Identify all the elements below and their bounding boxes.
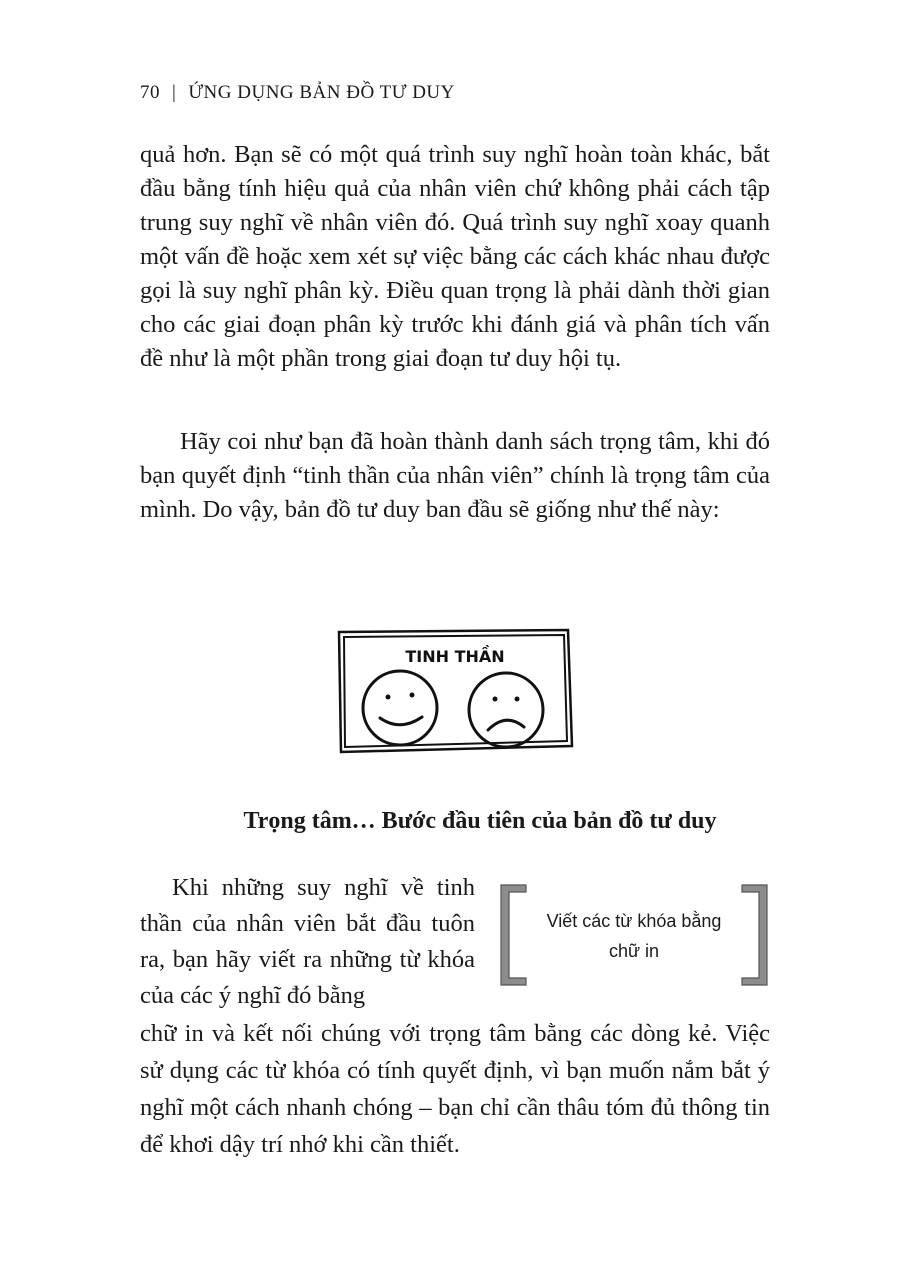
left-bracket-icon bbox=[501, 885, 526, 985]
smiley-face-icon bbox=[363, 671, 437, 745]
paragraph-4: chữ in và kết nối chúng với trọng tâm bằng các dòng kẻ. Việc sử dụng các từ khóa có tính quyết định, vì bạn muốn nắm bắt ý nghĩ một cách nhanh chóng – bạn chỉ cần thâu tóm đủ thông tin để khơi dậy trí nhớ khi cần thiết. bbox=[140, 1020, 770, 1158]
paragraph-3: Khi những suy nghĩ về tinh thần của nhân viên bắt đầu tuôn ra, bạn hãy viết ra những từ khóa của các ý nghĩ đó bằng bbox=[140, 874, 475, 1009]
figure-caption: Trọng tâm… Bước đầu tiên của bản đồ tư duy bbox=[243, 808, 717, 834]
right-bracket-icon bbox=[742, 885, 767, 985]
central-image-label: TINH THẦN bbox=[405, 647, 505, 666]
central-image-sketch bbox=[336, 628, 574, 754]
paragraph-1: quả hơn. Bạn sẽ có một quá trình suy nghĩ hoàn toàn khác, bắt đầu bằng tính hiệu quả của nhân viên chứ không phải cách tập trung suy nghĩ về nhân viên đó. Quá trình suy nghĩ xoay quanh một vấn đề hoặc xem xét sự việc bằng các cách khác nhau được gọi là suy nghĩ phân kỳ. Điều quan trọng là phải dành thời gian cho các giai đoạn phân kỳ trước khi đánh giá và phân tích vấn đề như là một phần trong giai đoạn tư duy hội tụ. bbox=[140, 141, 770, 372]
page-number: 70 bbox=[140, 82, 160, 103]
central-image-drawing bbox=[336, 628, 574, 754]
tip-text-line-2: chữ in bbox=[608, 941, 660, 961]
paragraph-2: Hãy coi như bạn đã hoàn thành danh sách trọng tâm, khi đó bạn quyết định “tinh thần của nhân viên” chính là trọng tâm của mình. Do vậy, bản đồ tư duy ban đầu sẽ giống như thế này: bbox=[140, 428, 770, 523]
header-separator: | bbox=[172, 82, 177, 103]
tip-text-line-1: Viết các từ khóa bằng bbox=[546, 911, 722, 931]
running-header bbox=[140, 82, 455, 104]
keyword-tip-box bbox=[498, 882, 770, 988]
tip-text bbox=[532, 906, 736, 966]
sad-face-icon bbox=[469, 673, 543, 747]
book-title: ỨNG DỤNG BẢN ĐỒ TƯ DUY bbox=[188, 82, 455, 103]
